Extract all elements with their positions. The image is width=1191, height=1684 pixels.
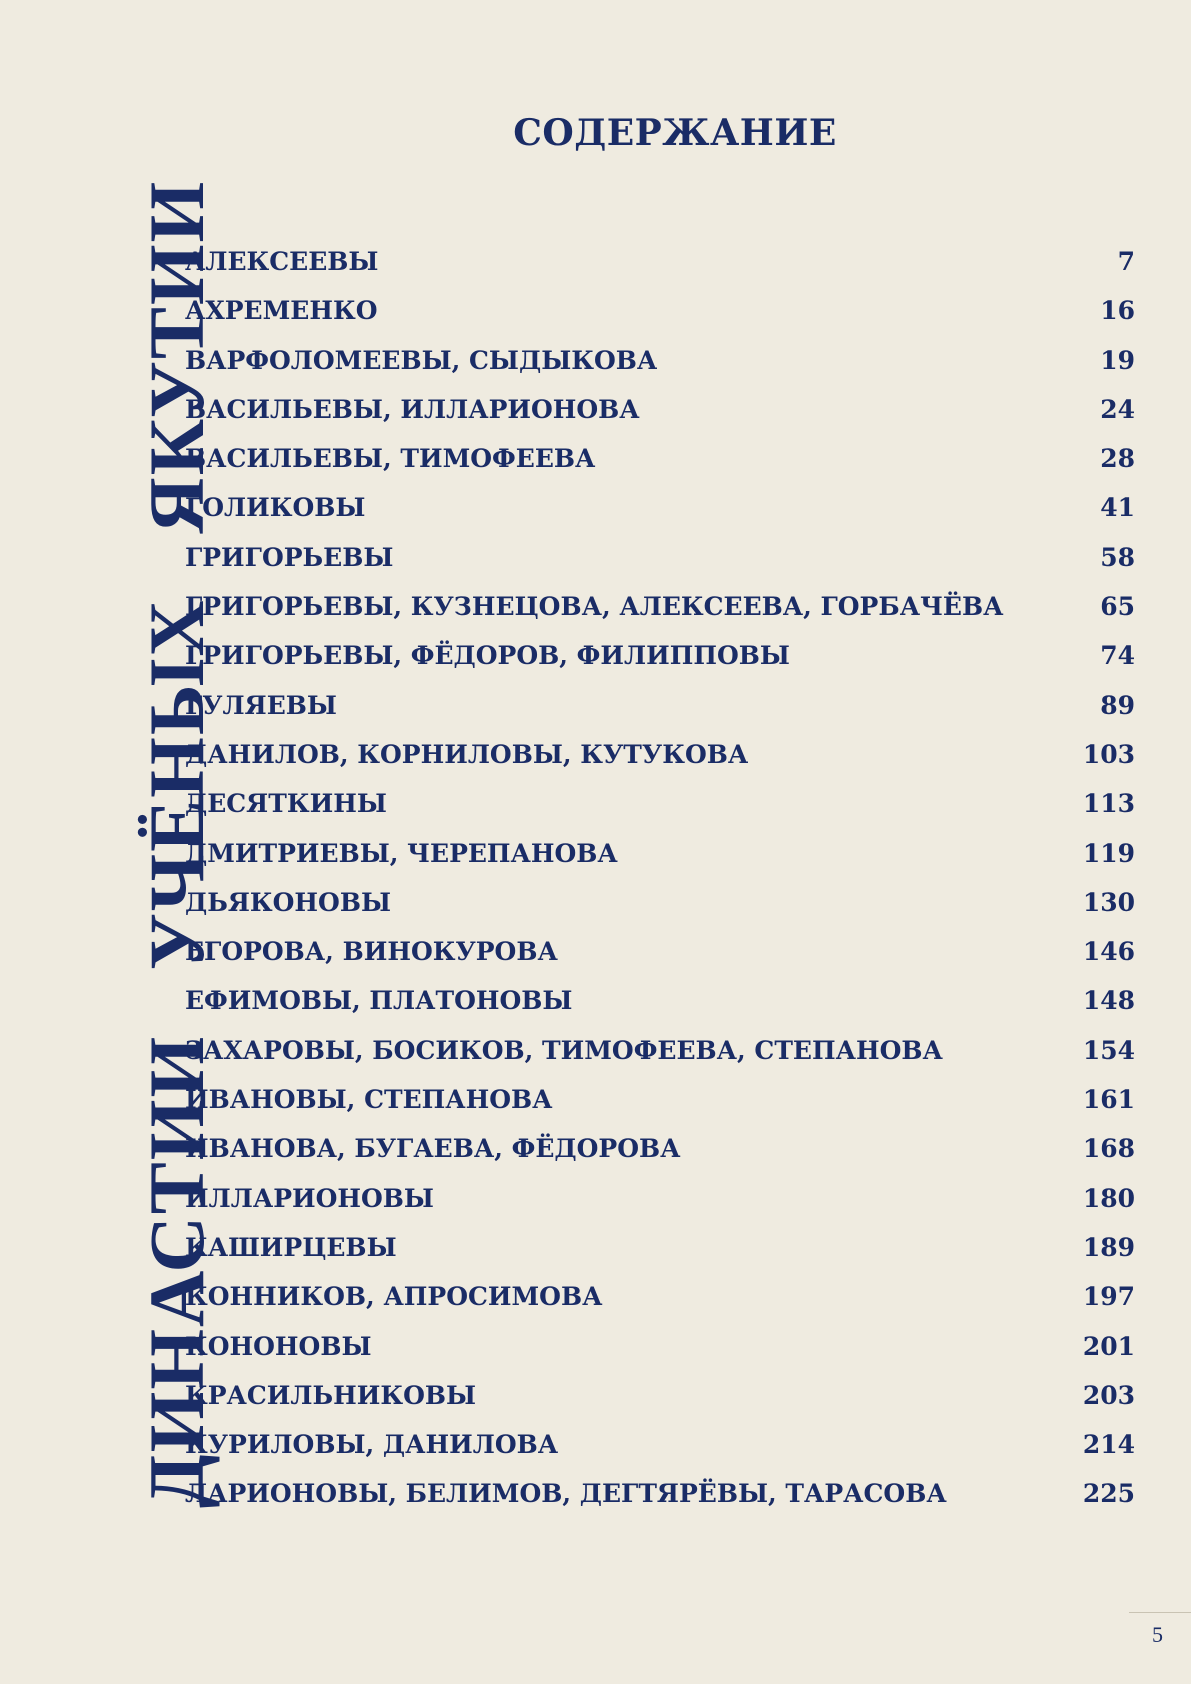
toc-entry[interactable] [185,1036,1135,1085]
toc-entry-page: 154 [1082,1035,1135,1065]
footer-divider [1129,1612,1191,1613]
toc-entry-name: ДЬЯКОНОВЫ [185,887,391,917]
toc-entry-name: ГУЛЯЕВЫ [185,690,337,720]
toc-entry[interactable] [185,1332,1135,1381]
toc-entry[interactable] [185,1184,1135,1233]
toc-entry-name: ЕГОРОВА, ВИНОКУРОВА [185,937,558,967]
toc-entry-name: КОНОНОВЫ [185,1331,372,1361]
toc-entry-name: ДЕСЯТКИНЫ [185,789,387,819]
toc-entry-page: 16 [1100,296,1135,326]
toc-entry-page: 19 [1100,345,1135,375]
toc-entry[interactable] [185,493,1135,542]
toc-entry-name: ВАСИЛЬЕВЫ, ТИМОФЕЕВА [185,444,596,474]
toc-entry-name: ГРИГОРЬЕВЫ, КУЗНЕЦОВА, АЛЕКСЕЕВА, ГОРБАЧЁВА [185,592,1004,622]
toc-entry[interactable] [185,740,1135,789]
toc-entry-page: 180 [1082,1183,1135,1213]
toc-entry-page: 168 [1082,1134,1135,1164]
toc-entry-page: 41 [1100,493,1135,523]
toc-entry-page: 146 [1082,937,1135,967]
toc-entry[interactable] [185,1430,1135,1479]
toc-entry[interactable] [185,346,1135,395]
toc-entry[interactable] [185,1282,1135,1331]
toc-entry[interactable] [185,1479,1135,1528]
toc-entry[interactable] [185,543,1135,592]
toc-entry-name: ЗАХАРОВЫ, БОСИКОВ, ТИМОФЕЕВА, СТЕПАНОВА [185,1035,943,1065]
toc-entry-page: 65 [1100,592,1135,622]
toc-entry[interactable] [185,296,1135,345]
toc-entry-page: 89 [1100,690,1135,720]
toc-entry-name: ЕФИМОВЫ, ПЛАТОНОВЫ [185,986,573,1016]
toc-entry-page: 130 [1082,887,1135,917]
toc-entry[interactable] [185,444,1135,493]
toc-entry[interactable] [185,888,1135,937]
toc-entry-name: ВАСИЛЬЕВЫ, ИЛЛАРИОНОВА [185,394,640,424]
table-of-contents [185,247,1135,1529]
toc-entry-name: ДМИТРИЕВЫ, ЧЕРЕПАНОВА [185,838,618,868]
toc-entry[interactable] [185,1085,1135,1134]
toc-entry[interactable] [185,247,1135,296]
toc-entry[interactable] [185,592,1135,641]
toc-entry[interactable] [185,937,1135,986]
vertical-book-title: ДИНАСТИИ УЧЁНЫХ ЯКУТИИ [133,179,220,1508]
toc-entry-page: 203 [1082,1380,1135,1410]
toc-entry-page: 161 [1082,1085,1135,1115]
toc-entry-name: ГРИГОРЬЕВЫ, ФЁДОРОВ, ФИЛИППОВЫ [185,641,790,671]
toc-entry-name: ВАРФОЛОМЕЕВЫ, СЫДЫКОВА [185,345,658,375]
toc-entry-name: КАШИРЦЕВЫ [185,1232,397,1262]
toc-entry[interactable] [185,986,1135,1035]
toc-entry[interactable] [185,641,1135,690]
toc-entry-page: 197 [1082,1282,1135,1312]
toc-entry-page: 214 [1082,1430,1135,1460]
contents-heading: СОДЕРЖАНИЕ [513,112,837,154]
toc-entry-name: КУРИЛОВЫ, ДАНИЛОВА [185,1430,559,1460]
toc-entry-page: 28 [1100,444,1135,474]
toc-entry-page: 225 [1082,1479,1135,1509]
page-number: 5 [1152,1622,1163,1647]
toc-entry[interactable] [185,1381,1135,1430]
toc-entry-page: 189 [1082,1232,1135,1262]
toc-entry-name: КРАСИЛЬНИКОВЫ [185,1380,477,1410]
toc-entry-name: ДАНИЛОВ, КОРНИЛОВЫ, КУТУКОВА [185,739,749,769]
toc-entry[interactable] [185,691,1135,740]
toc-entry[interactable] [185,1134,1135,1183]
toc-entry-page: 148 [1082,986,1135,1016]
toc-entry-page: 74 [1100,641,1135,671]
toc-entry[interactable] [185,1233,1135,1282]
toc-entry-page: 7 [1117,247,1135,276]
toc-entry[interactable] [185,789,1135,838]
toc-entry-name: АХРЕМЕНКО [185,296,378,326]
toc-entry-page: 58 [1100,542,1135,572]
toc-entry[interactable] [185,839,1135,888]
toc-entry-page: 113 [1082,789,1135,819]
toc-entry-name: ИЛЛАРИОНОВЫ [185,1183,434,1213]
toc-entry-name: ИВАНОВА, БУГАЕВА, ФЁДОРОВА [185,1134,681,1164]
toc-entry-name: ГРИГОРЬЕВЫ [185,542,394,572]
toc-entry-page: 24 [1100,394,1135,424]
toc-entry[interactable] [185,395,1135,444]
toc-entry-name: АЛЕКСЕЕВЫ [185,247,379,276]
toc-entry-name: ИВАНОВЫ, СТЕПАНОВА [185,1085,553,1115]
toc-entry-name: КОННИКОВ, АПРОСИМОВА [185,1282,603,1312]
toc-entry-name: ЛАРИОНОВЫ, БЕЛИМОВ, ДЕГТЯРЁВЫ, ТАРАСОВА [185,1479,947,1509]
toc-entry-page: 201 [1082,1331,1135,1361]
toc-entry-name: ГОЛИКОВЫ [185,493,366,523]
toc-entry-page: 103 [1082,739,1135,769]
toc-entry-page: 119 [1082,838,1135,868]
